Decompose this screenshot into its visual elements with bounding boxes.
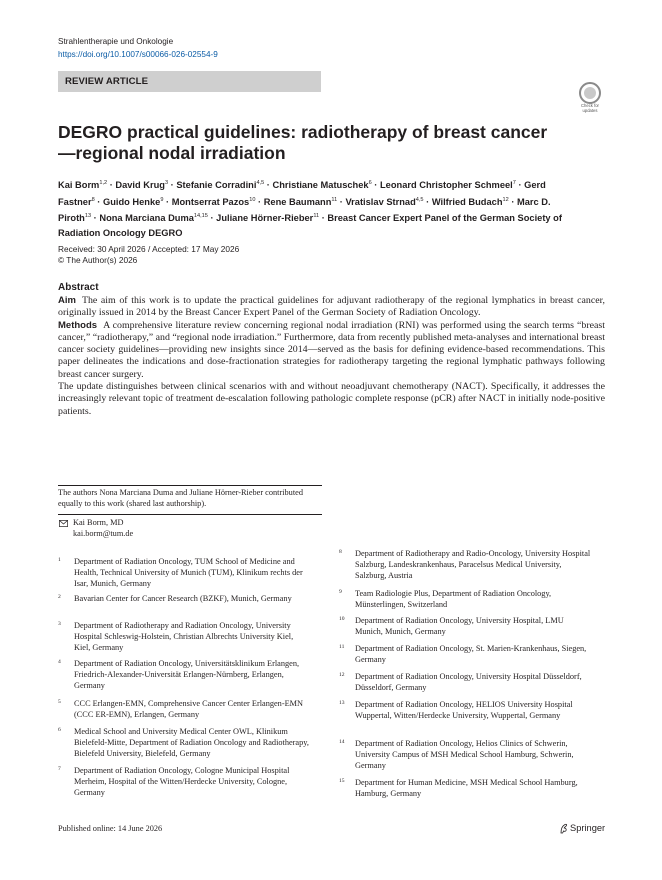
affiliation-text: Department of Radiation Oncology, Helios Clinics of Schwerin, University Campus of MSH Medical School Hamburg, Schwerin, Germany: [355, 739, 574, 770]
author-entry: [345, 197, 431, 207]
author-separator: ·: [337, 196, 346, 207]
author-affiliation-sup: 14,15: [193, 213, 208, 220]
aim-label: Aim: [58, 295, 76, 306]
author-list: [58, 176, 578, 241]
affiliation-number: 11: [339, 644, 345, 650]
author-affiliation-sup: 6: [368, 180, 372, 186]
author-separator: ·: [319, 213, 328, 224]
affiliation-text: Team Radiologie Plus, Department of Radiation Oncology, Münsterlingen, Switzerland: [355, 589, 552, 609]
springer-horse-icon: [559, 823, 569, 834]
author-separator: ·: [255, 196, 264, 207]
author-affiliation-sup: 7: [512, 180, 516, 186]
author-affiliation-sup: 9: [160, 196, 164, 203]
affiliation-number: 7: [58, 766, 61, 772]
corresponding-author-name: Kai Borm, MD: [73, 518, 124, 527]
affiliation-text: Medical School and University Medical Center OWL, Klinikum Bielefeld-Mitte, Department of Radiation Oncology and Radiotherapy, Bielefeld University, Bielefeld, Germany: [74, 727, 309, 758]
affiliation-text: Department of Radiotherapy and Radio-Oncology, University Hospital Salzburg, Landeskrankenhaus, Paracelsus Medical University, Salzburg, Austria: [355, 549, 591, 580]
affiliation-number: 10: [339, 616, 345, 622]
publisher-name: Springer: [570, 823, 606, 833]
footnote-divider: [58, 514, 322, 515]
article-type-label: REVIEW ARTICLE: [65, 76, 149, 87]
affiliation-text: Department of Radiation Oncology, HELIOS University Hospital Wuppertal, Witten/Herdecke University, Wuppertal, Germany: [355, 700, 573, 720]
doi-link[interactable]: https://doi.org/10.1007/s00066-026-02554-9: [58, 50, 218, 59]
envelope-icon: [59, 520, 68, 527]
affiliation-text: Department of Radiation Oncology, Cologne Municipal Hospital Merheim, Hospital of the Witten/Herdecke University, Cologne, Germany: [74, 766, 290, 797]
affiliation-number: 14: [339, 739, 345, 745]
affiliation-number: 9: [339, 589, 342, 595]
author-separator: ·: [423, 196, 432, 207]
author-entry: [380, 180, 524, 190]
author-affiliation-sup: 4,5: [415, 196, 424, 203]
received-accepted-date: Received: 30 April 2026 / Accepted: 17 May 2026: [58, 244, 240, 254]
author-name: Rene Baumann: [263, 196, 332, 207]
journal-name: Strahlentherapie und Onkologie: [58, 37, 174, 46]
author-name: Leonard Christopher Schmeel: [379, 180, 513, 191]
author-entry: [58, 180, 115, 190]
author-name: Kai Borm: [58, 180, 100, 191]
author-affiliation-sup: 13: [84, 213, 92, 220]
author-name: Christiane Matuschek: [272, 180, 369, 191]
shared-authorship-note: The authors Nona Marciana Duma and Juliane Hörner-Rieber contributed equally to this work (shared last authorship).: [58, 488, 303, 508]
abstract-heading: Abstract: [58, 282, 99, 293]
abstract-extra: The update distinguishes between clinical scenarios with and without neoadjuvant chemotherapy (NACT). Specifically, it addresses the increasingly relevant topic of treatment de-escalation following pathologic complete response (pCR) after NACT in initially node-positive patients.: [58, 381, 605, 417]
author-separator: ·: [515, 180, 525, 191]
author-entry: [176, 180, 272, 190]
author-entry: [103, 197, 172, 207]
corresponding-author-email[interactable]: kai.borm@tum.de: [73, 528, 134, 538]
author-affiliation-sup: 11: [313, 213, 320, 220]
affiliation-text: Bavarian Center for Cancer Research (BZKF), Munich, Germany: [74, 594, 292, 603]
published-online-date: Published online: 14 June 2026: [58, 824, 163, 833]
author-separator: ·: [91, 213, 100, 224]
corresponding-author: [73, 518, 133, 540]
abstract-methods: [58, 320, 605, 381]
author-separator: ·: [168, 180, 177, 191]
affiliation-text: Department of Radiation Oncology, University Hospital, LMU Munich, Munich, Germany: [355, 616, 564, 636]
author-name: Wilfried Budach: [431, 196, 503, 207]
author-affiliation-sup: 8: [91, 196, 95, 203]
author-entry: [115, 180, 176, 190]
author-name: Nona Marciana Duma: [99, 213, 194, 224]
author-entry: [264, 197, 346, 207]
author-name: Stefanie Corradini: [176, 180, 257, 191]
affiliation-number: 15: [339, 778, 345, 784]
author-name: Montserrat Pazos: [171, 196, 250, 207]
author-entry: [272, 180, 380, 190]
author-separator: ·: [207, 213, 217, 224]
affiliation-number: 6: [58, 727, 61, 733]
affiliation-number: 8: [339, 549, 342, 555]
affiliation-number: 4: [58, 659, 61, 665]
author-entry: [432, 197, 517, 207]
affiliation-text: Department for Human Medicine, MSH Medical School Hamburg, Hamburg, Germany: [355, 778, 578, 798]
author-name: Breast Cancer Expert Panel of the German Society of Radiation Oncology DEGRO: [58, 213, 562, 239]
abstract-aim: [58, 295, 605, 320]
check-updates-icon-fill: [584, 87, 596, 99]
check-updates-label: Check for updates: [581, 103, 599, 113]
affiliation-text: Department of Radiation Oncology, Universitätsklinikum Erlangen, Friedrich-Alexander-Universität Erlangen-Nürnberg, Erlangen, Germany: [74, 659, 300, 690]
author-separator: ·: [107, 180, 116, 191]
abstract-body: [58, 295, 605, 418]
author-entry: [216, 213, 327, 223]
affiliation-text: Department of Radiation Oncology, University Hospital Düsseldorf, Düsseldorf, Germany: [355, 672, 582, 692]
check-for-updates-badge[interactable]: [575, 82, 605, 116]
author-name: Vratislav Strnad: [345, 196, 416, 207]
author-name: Juliane Hörner-Rieber: [216, 213, 314, 224]
author-separator: ·: [264, 180, 273, 191]
affiliation-number: 3: [58, 621, 61, 627]
affiliation-number: 13: [339, 700, 345, 706]
affiliation-number: 12: [339, 672, 345, 678]
copyright-line: © The Author(s) 2026: [58, 255, 138, 265]
affiliation-text: Department of Radiation Oncology, St. Marien-Krankenhaus, Siegen, Germany: [355, 644, 587, 664]
affiliation-text: Department of Radiation Oncology, TUM School of Medicine and Health, Technical University of Munich (TUM), Klinikum rechts der Isar, Munich, Germany: [74, 557, 303, 588]
author-separator: ·: [94, 196, 103, 207]
author-affiliation-sup: 4,5: [256, 180, 265, 186]
author-affiliation-sup: 12: [502, 196, 509, 203]
affiliation-number: 2: [58, 594, 61, 600]
author-affiliation-sup: 11: [331, 196, 338, 203]
affiliation-text: Department of Radiotherapy and Radiation Oncology, University Hospital Schleswig-Holstein, Christian Albrechts University Kiel, Kiel, Germany: [74, 621, 294, 652]
author-affiliation-sup: 1,2: [99, 180, 108, 186]
affiliation-text: CCC Erlangen-EMN, Comprehensive Cancer Center Erlangen-EMN (CCC ER-EMN), Erlangen, Germany: [74, 699, 304, 719]
article-dates: [58, 244, 239, 266]
author-name: Guido Henke: [102, 196, 161, 207]
author-entry: [172, 197, 264, 207]
author-name: Marc D. Piroth: [58, 196, 551, 224]
author-separator: ·: [508, 196, 517, 207]
author-separator: ·: [163, 196, 172, 207]
author-entry: [99, 213, 216, 223]
affiliation-number: 5: [58, 699, 61, 705]
article-type-bar: [58, 71, 321, 92]
author-name: Gerd Fastner: [58, 180, 546, 207]
author-name: David Krug: [115, 180, 165, 191]
author-affiliation-sup: 3: [164, 180, 169, 186]
footnote-divider: [58, 485, 322, 486]
article-title: DEGRO practical guidelines: radiotherapy of breast cancer—regional nodal irradiation: [58, 122, 548, 163]
affiliation-number: 1: [58, 557, 61, 563]
author-separator: ·: [371, 180, 380, 191]
aim-text: The aim of this work is to update the practical guidelines for adjuvant radiotherapy of the regional lymphatics in breast cancer, originally issued in 2014 by the Breast Cancer Expert Panel of the German Society of Radiation Oncology.: [58, 295, 605, 319]
methods-text: A comprehensive literature review concerning regional nodal irradiation (RNI) was performed using the search terms “breast cancer,” “radiotherapy,” and “regional node irradiation.” Furthermore, data from recently published meta-analyses and international breast cancer society guidelines—providing new insights since 2014—served as the basis for defining evidence-based recommendations. This paper delineates the indications and dose-fractionation strategies for radiotherapy targeting the regional lymphatic pathways following breast cancer surgery.: [58, 319, 605, 380]
methods-label: Methods: [58, 319, 98, 331]
author-affiliation-sup: 10: [249, 196, 256, 203]
